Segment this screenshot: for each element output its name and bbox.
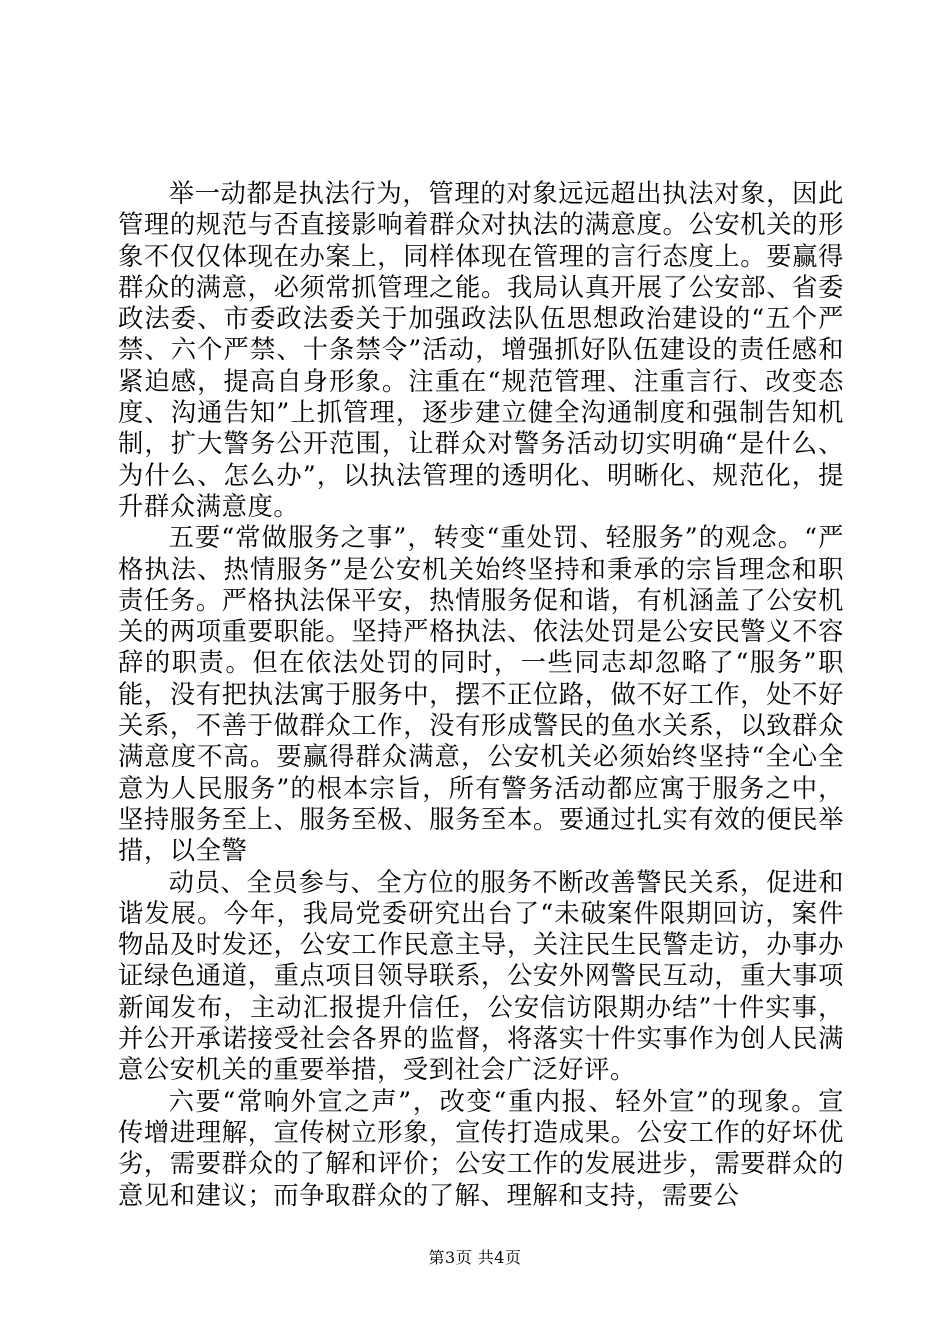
document-body xyxy=(118,178,844,1211)
page-footer: 第3页 共4页 xyxy=(428,1248,522,1267)
paragraph-3: 动员、全员参与、全方位的服务不断改善警民关系，促进和谐发展。今年，我局党委研究出台了“未破案件限期回访，案件物品及时发还，公安工作民意主导，关注民生民警走访，办事办证绿色通道，重点项目领导联系，公安外网警民互动，重大事项新闻发布，主动汇报提升信任，公安信访限期办结”十件实事，并公开承诺接受社会各界的监督，将落实十件实事作为创人民满意公安机关的重要举措，受到社会广泛好评。 xyxy=(118,867,844,1085)
paragraph-1: 举一动都是执法行为，管理的对象远远超出执法对象，因此管理的规范与否直接影响着群众对执法的满意度。公安机关的形象不仅仅体现在办案上，同样体现在管理的言行态度上。要赢得群众的满意，必须常抓管理之能。我局认真开展了公安部、省委政法委、市委政法委关于加强政法队伍思想政治建设的“五个严禁、六个严禁、十条禁令”活动，增强抓好队伍建设的责任感和紧迫感，提高自身形象。注重在“规范管理、注重言行、改变态度、沟通告知”上抓管理，逐步建立健全沟通制度和强制告知机制，扩大警务公开范围，让群众对警务活动切实明确“是什么、为什么、怎么办”，以执法管理的透明化、明晰化、规范化，提升群众满意度。 xyxy=(118,179,844,521)
paragraph-2: 五要“常做服务之事”，转变“重处罚、轻服务”的观念。“严格执法、热情服务”是公安机关始终坚持和秉承的宗旨理念和职责任务。严格执法保平安，热情服务促和谐，有机涵盖了公安机关的两项重要职能。坚持严格执法、依法处罚是公安民警义不容辞的职责。但在依法处罚的同时，一些同志却忽略了“服务”职能，没有把执法寓于服务中，摆不正位路，做不好工作，处不好关系，不善于做群众工作，没有形成警民的鱼水关系，以致群众满意度不高。要赢得群众满意，公安机关必须始终坚持“全心全意为人民服务”的根本宗旨，所有警务活动都应寓于服务之中，坚持服务至上、服务至极、服务至本。要通过扎实有效的便民举措，以全警 xyxy=(118,523,844,866)
paragraph-4: 六要“常响外宣之声”，改变“重内报、轻外宣”的现象。宣传增进理解，宣传树立形象，宣传打造成果。公安工作的好坏优劣，需要群众的了解和评价；公安工作的发展进步，需要群众的意见和建议；而争取群众的了解、理解和支持，需要公 xyxy=(118,1086,844,1210)
